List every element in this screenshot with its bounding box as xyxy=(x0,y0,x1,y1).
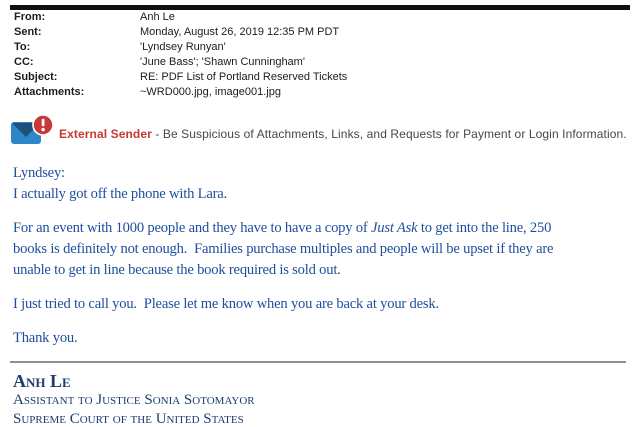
paragraph-call xyxy=(13,294,635,315)
header-row-to xyxy=(14,40,347,55)
body-line: unable to get in line because the book required is sold out. xyxy=(13,262,341,278)
signature-name: Anh Le xyxy=(13,371,71,391)
signature-divider xyxy=(10,361,626,363)
signature-org: Supreme Court of the United States xyxy=(13,411,244,427)
envelope-alert-svg xyxy=(10,114,54,150)
book-title-italic: Just Ask xyxy=(371,220,418,236)
signature-block xyxy=(13,371,255,427)
external-sender-banner xyxy=(10,114,627,150)
exclamation-dot xyxy=(41,128,44,131)
body-line: I actually got off the phone with Lara. xyxy=(13,186,228,202)
header-row-subject xyxy=(14,70,347,85)
from-value: Anh Le xyxy=(140,11,175,23)
signature-title: Assistant to Justice Sonia Sotomayor xyxy=(13,392,255,408)
body-line: I just tried to call you. Please let me know when you are back at your desk. xyxy=(13,296,439,312)
sent-label: Sent: xyxy=(14,26,42,38)
paragraph-thanks xyxy=(13,328,635,349)
header-row-attachments xyxy=(14,85,347,100)
banner-text xyxy=(59,123,627,141)
envelope-alert-icon xyxy=(10,114,54,150)
exclamation-bar xyxy=(42,119,45,127)
email-body xyxy=(13,163,635,362)
body-text: For an event with 1000 people and they have to have a copy of xyxy=(13,220,372,236)
body-line xyxy=(13,218,635,239)
email-header xyxy=(14,10,347,100)
cc-label: CC: xyxy=(14,56,34,68)
banner-message: - Be Suspicious of Attachments, Links, and Requests for Payment or Login Information. xyxy=(155,127,627,141)
external-sender-label: External Sender xyxy=(59,127,152,141)
to-value: 'Lyndsey Runyan' xyxy=(140,41,226,53)
body-line: books is definitely not enough. Families purchase multiples and people will be upset if they are xyxy=(13,241,554,257)
header-row-cc xyxy=(14,55,347,70)
subject-value: RE: PDF List of Portland Reserved Tickets xyxy=(140,71,348,83)
from-label: From: xyxy=(14,11,46,23)
body-text: to get into the line, 250 xyxy=(417,220,552,236)
subject-label: Subject: xyxy=(14,71,58,83)
cc-value: 'June Bass'; 'Shawn Cunningham' xyxy=(140,56,305,68)
header-row-from xyxy=(14,10,347,25)
paragraph-greeting xyxy=(13,163,635,205)
header-row-sent xyxy=(14,25,347,40)
to-label: To: xyxy=(14,41,31,53)
attachments-label: Attachments: xyxy=(14,86,85,98)
sent-value: Monday, August 26, 2019 12:35 PM PDT xyxy=(140,26,340,38)
body-line: Lyndsey: xyxy=(13,165,65,181)
attachments-value: ~WRD000.jpg, image001.jpg xyxy=(140,86,281,98)
paragraph-event xyxy=(13,218,635,281)
body-line: Thank you. xyxy=(13,330,78,346)
